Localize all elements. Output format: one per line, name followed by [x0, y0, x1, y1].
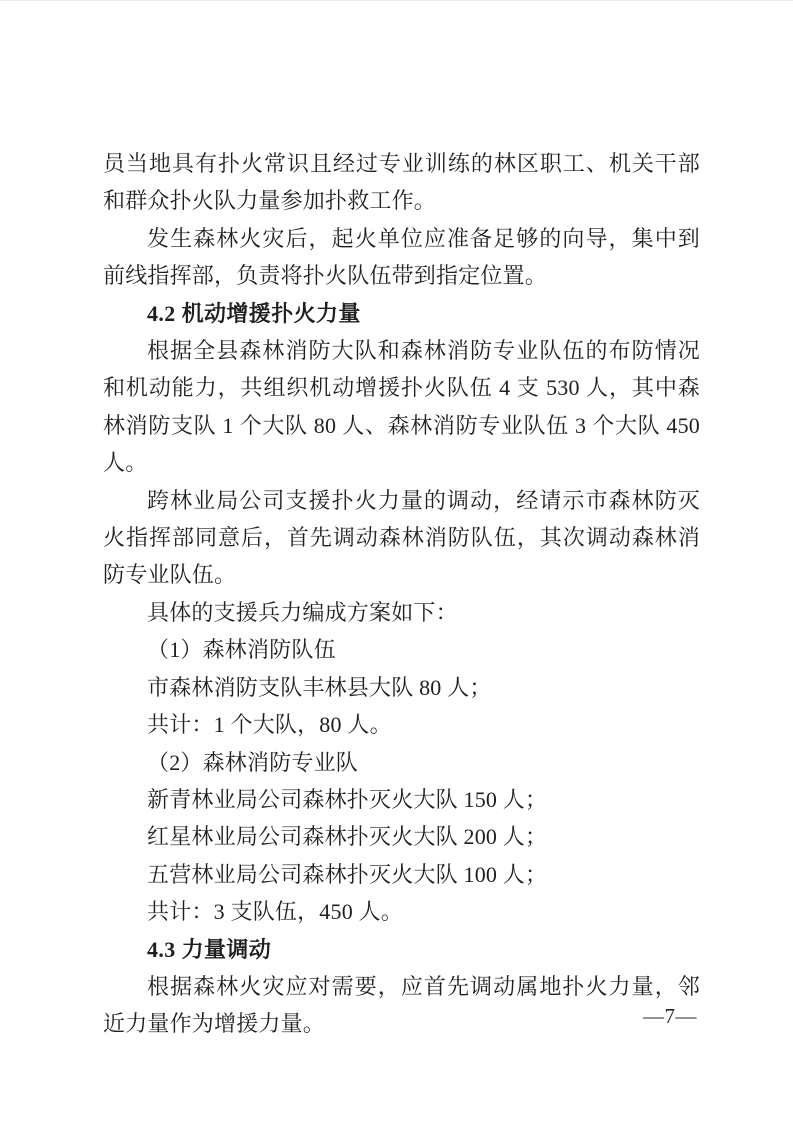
section-heading-4-3: 4.3 力量调动 — [147, 936, 272, 962]
document-body — [103, 145, 700, 1043]
list-item: 市森林消防支队丰林县大队 80 人； — [147, 674, 492, 700]
paragraph: 具体的支援兵力编成方案如下： — [147, 599, 458, 625]
section-heading-4-2: 4.2 机动增援扑火力量 — [147, 300, 361, 326]
list-item-2-title: （2）森林消防专业队 — [147, 749, 359, 775]
paragraph: 根据森林火灾应对需要，应首先调动属地扑火力量，邻近力量作为增援力量。 — [103, 973, 700, 1037]
page-number: —7— — [643, 1004, 697, 1028]
paragraph: 发生森林火灾后，起火单位应准备足够的向导，集中到前线指挥部，负责将扑火队伍带到指定位置。 — [103, 225, 700, 289]
list-item-1-title: （1）森林消防队伍 — [147, 637, 336, 663]
list-item: 新青林业局公司森林扑灭火大队 150 人； — [147, 786, 548, 812]
paragraph: 跨林业局公司支援扑火力量的调动，经请示市森林防灭火指挥部同意后，首先调动森林消防队伍，其次调动森林消防专业队伍。 — [103, 487, 700, 588]
list-item: 五营林业局公司森林扑灭火大队 100 人； — [147, 861, 548, 887]
list-item-subtotal: 共计：1 个大队，80 人。 — [147, 712, 392, 738]
list-item-subtotal: 共计：3 支队伍，450 人。 — [147, 899, 404, 925]
paragraph-continuation: 员当地具有扑火常识且经过专业训练的林区职工、机关干部和群众扑火队力量参加扑救工作。 — [103, 151, 700, 214]
list-item: 红星林业局公司森林扑灭火大队 200 人； — [147, 824, 548, 850]
paragraph: 根据全县森林消防大队和森林消防专业队伍的布防情况和机动能力，共组织机动增援扑火队伍 4 支 530 人，其中森林消防支队 1 个大队 80 人、森林消防专业队伍 3 个大队 450 人。 — [103, 338, 700, 476]
